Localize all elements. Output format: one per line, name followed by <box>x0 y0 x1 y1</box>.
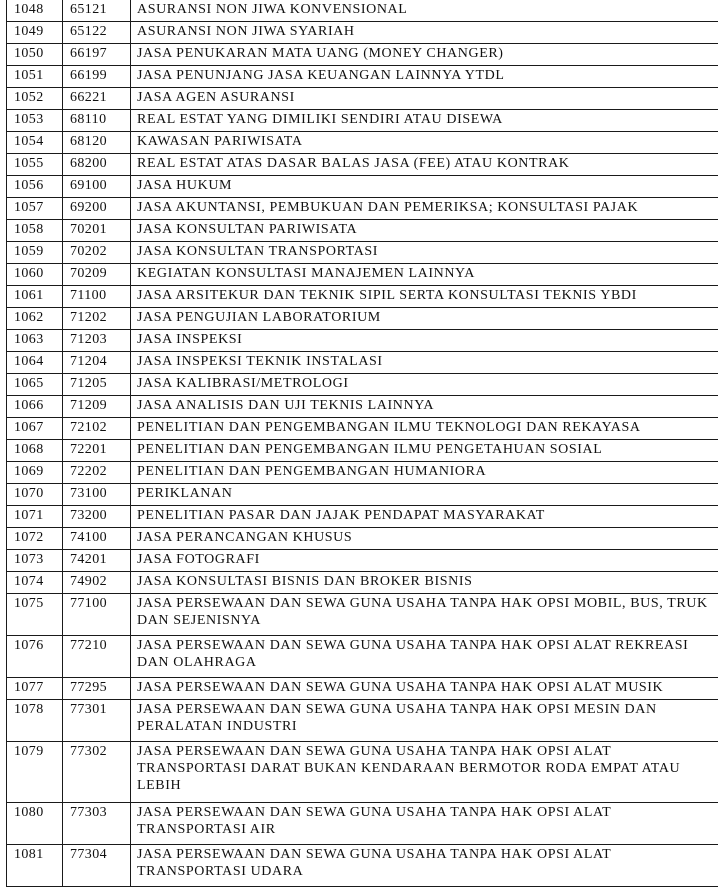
kbli-code-cell: 68110 <box>63 110 131 132</box>
row-number-cell: 1054 <box>7 132 63 154</box>
kbli-code-cell: 72202 <box>63 462 131 484</box>
kbli-code-cell: 74902 <box>63 572 131 594</box>
table-row <box>7 700 718 742</box>
kbli-code-cell: 70201 <box>63 220 131 242</box>
table-body <box>7 0 718 887</box>
description-cell: JASA PENUNJANG JASA KEUANGAN LAINNYA YTDL <box>131 66 718 88</box>
table-row <box>7 374 718 396</box>
kbli-code-cell: 69200 <box>63 198 131 220</box>
kbli-code-cell: 73200 <box>63 506 131 528</box>
table-row <box>7 132 718 154</box>
kbli-code-cell: 71100 <box>63 286 131 308</box>
table-row <box>7 440 718 462</box>
kbli-code-cell: 70202 <box>63 242 131 264</box>
row-number-cell: 1057 <box>7 198 63 220</box>
table-row <box>7 286 718 308</box>
row-number-cell: 1052 <box>7 88 63 110</box>
kbli-code-cell: 71209 <box>63 396 131 418</box>
row-number-cell: 1079 <box>7 742 63 803</box>
description-cell: JASA KALIBRASI/METROLOGI <box>131 374 718 396</box>
description-cell: KAWASAN PARIWISATA <box>131 132 718 154</box>
description-cell: JASA PENUKARAN MATA UANG (MONEY CHANGER) <box>131 44 718 66</box>
table-row <box>7 66 718 88</box>
row-number-cell: 1069 <box>7 462 63 484</box>
description-cell: JASA HUKUM <box>131 176 718 198</box>
table-row <box>7 572 718 594</box>
row-number-cell: 1071 <box>7 506 63 528</box>
table-row <box>7 242 718 264</box>
table-row <box>7 396 718 418</box>
row-number-cell: 1074 <box>7 572 63 594</box>
table-row <box>7 0 718 22</box>
description-cell: JASA AGEN ASURANSI <box>131 88 718 110</box>
description-cell: JASA PENGUJIAN LABORATORIUM <box>131 308 718 330</box>
description-cell: JASA INSPEKSI TEKNIK INSTALASI <box>131 352 718 374</box>
description-cell: JASA PERSEWAAN DAN SEWA GUNA USAHA TANPA HAK OPSI ALAT TRANSPORTASI AIR <box>131 803 718 845</box>
description-cell: JASA PERSEWAAN DAN SEWA GUNA USAHA TANPA HAK OPSI ALAT TRANSPORTASI UDARA <box>131 845 718 887</box>
row-number-cell: 1061 <box>7 286 63 308</box>
description-cell: JASA INSPEKSI <box>131 330 718 352</box>
kbli-code-cell: 74100 <box>63 528 131 550</box>
row-number-cell: 1062 <box>7 308 63 330</box>
row-number-cell: 1073 <box>7 550 63 572</box>
kbli-code-cell: 77302 <box>63 742 131 803</box>
row-number-cell: 1072 <box>7 528 63 550</box>
row-number-cell: 1081 <box>7 845 63 887</box>
table-row <box>7 154 718 176</box>
table-row <box>7 594 718 636</box>
table-row <box>7 88 718 110</box>
row-number-cell: 1049 <box>7 22 63 44</box>
table-row <box>7 845 718 887</box>
row-number-cell: 1067 <box>7 418 63 440</box>
description-cell: JASA FOTOGRAFI <box>131 550 718 572</box>
description-cell: JASA PERSEWAAN DAN SEWA GUNA USAHA TANPA HAK OPSI MOBIL, BUS, TRUK DAN SEJENISNYA <box>131 594 718 636</box>
row-number-cell: 1053 <box>7 110 63 132</box>
kbli-code-cell: 72102 <box>63 418 131 440</box>
row-number-cell: 1068 <box>7 440 63 462</box>
row-number-cell: 1065 <box>7 374 63 396</box>
description-cell: JASA AKUNTANSI, PEMBUKUAN DAN PEMERIKSA; KONSULTASI PAJAK <box>131 198 718 220</box>
table-row <box>7 44 718 66</box>
kbli-code-cell: 71205 <box>63 374 131 396</box>
table-row <box>7 264 718 286</box>
kbli-code-cell: 77301 <box>63 700 131 742</box>
description-cell: ASURANSI NON JIWA SYARIAH <box>131 22 718 44</box>
description-cell: JASA KONSULTAN PARIWISATA <box>131 220 718 242</box>
table-row <box>7 352 718 374</box>
kbli-code-cell: 71204 <box>63 352 131 374</box>
kbli-code-cell: 77303 <box>63 803 131 845</box>
table-row <box>7 330 718 352</box>
description-cell: ASURANSI NON JIWA KONVENSIONAL <box>131 0 718 22</box>
row-number-cell: 1077 <box>7 678 63 700</box>
kbli-code-cell: 77210 <box>63 636 131 678</box>
kbli-code-cell: 77100 <box>63 594 131 636</box>
kbli-code-cell: 68120 <box>63 132 131 154</box>
description-cell: JASA KONSULTAN TRANSPORTASI <box>131 242 718 264</box>
description-cell: PENELITIAN DAN PENGEMBANGAN HUMANIORA <box>131 462 718 484</box>
description-cell: REAL ESTAT YANG DIMILIKI SENDIRI ATAU DISEWA <box>131 110 718 132</box>
table-row <box>7 22 718 44</box>
description-cell: PENELITIAN DAN PENGEMBANGAN ILMU TEKNOLOGI DAN REKAYASA <box>131 418 718 440</box>
description-cell: JASA PERSEWAAN DAN SEWA GUNA USAHA TANPA HAK OPSI MESIN DAN PERALATAN INDUSTRI <box>131 700 718 742</box>
row-number-cell: 1060 <box>7 264 63 286</box>
row-number-cell: 1080 <box>7 803 63 845</box>
kbli-code-cell: 66197 <box>63 44 131 66</box>
description-cell: PENELITIAN PASAR DAN JAJAK PENDAPAT MASYARAKAT <box>131 506 718 528</box>
table-row <box>7 110 718 132</box>
description-cell: JASA PERSEWAAN DAN SEWA GUNA USAHA TANPA HAK OPSI ALAT MUSIK <box>131 678 718 700</box>
kbli-code-cell: 65122 <box>63 22 131 44</box>
row-number-cell: 1063 <box>7 330 63 352</box>
row-number-cell: 1075 <box>7 594 63 636</box>
row-number-cell: 1051 <box>7 66 63 88</box>
kbli-code-cell: 65121 <box>63 0 131 22</box>
row-number-cell: 1056 <box>7 176 63 198</box>
row-number-cell: 1076 <box>7 636 63 678</box>
row-number-cell: 1070 <box>7 484 63 506</box>
description-cell: JASA PERSEWAAN DAN SEWA GUNA USAHA TANPA HAK OPSI ALAT TRANSPORTASI DARAT BUKAN KENDARAAN BERMOTOR RODA EMPAT ATAU LEBIH <box>131 742 718 803</box>
kbli-code-cell: 73100 <box>63 484 131 506</box>
kbli-code-cell: 72201 <box>63 440 131 462</box>
description-cell: JASA ANALISIS DAN UJI TEKNIS LAINNYA <box>131 396 718 418</box>
description-cell: PERIKLANAN <box>131 484 718 506</box>
description-cell: REAL ESTAT ATAS DASAR BALAS JASA (FEE) ATAU KONTRAK <box>131 154 718 176</box>
description-cell: JASA PERSEWAAN DAN SEWA GUNA USAHA TANPA HAK OPSI ALAT REKREASI DAN OLAHRAGA <box>131 636 718 678</box>
table-row <box>7 506 718 528</box>
description-cell: JASA KONSULTASI BISNIS DAN BROKER BISNIS <box>131 572 718 594</box>
kbli-code-cell: 66221 <box>63 88 131 110</box>
kbli-code-cell: 77304 <box>63 845 131 887</box>
description-cell: KEGIATAN KONSULTASI MANAJEMEN LAINNYA <box>131 264 718 286</box>
table-row <box>7 742 718 803</box>
table-row <box>7 636 718 678</box>
table-row <box>7 803 718 845</box>
table-row <box>7 308 718 330</box>
row-number-cell: 1058 <box>7 220 63 242</box>
row-number-cell: 1066 <box>7 396 63 418</box>
kbli-code-cell: 74201 <box>63 550 131 572</box>
table-row <box>7 176 718 198</box>
kbli-code-cell: 77295 <box>63 678 131 700</box>
description-cell: PENELITIAN DAN PENGEMBANGAN ILMU PENGETAHUAN SOSIAL <box>131 440 718 462</box>
row-number-cell: 1078 <box>7 700 63 742</box>
row-number-cell: 1059 <box>7 242 63 264</box>
table-row <box>7 462 718 484</box>
table-row <box>7 550 718 572</box>
kbli-code-cell: 71203 <box>63 330 131 352</box>
row-number-cell: 1064 <box>7 352 63 374</box>
row-number-cell: 1048 <box>7 0 63 22</box>
document-page <box>6 0 718 887</box>
kbli-code-cell: 66199 <box>63 66 131 88</box>
row-number-cell: 1055 <box>7 154 63 176</box>
kbli-code-cell: 70209 <box>63 264 131 286</box>
description-cell: JASA ARSITEKUR DAN TEKNIK SIPIL SERTA KONSULTASI TEKNIS YBDI <box>131 286 718 308</box>
table-row <box>7 484 718 506</box>
table-row <box>7 678 718 700</box>
table-row <box>7 528 718 550</box>
kbli-code-cell: 71202 <box>63 308 131 330</box>
description-cell: JASA PERANCANGAN KHUSUS <box>131 528 718 550</box>
kbli-code-cell: 69100 <box>63 176 131 198</box>
table-row <box>7 198 718 220</box>
row-number-cell: 1050 <box>7 44 63 66</box>
table-row <box>7 220 718 242</box>
table-row <box>7 418 718 440</box>
kbli-table <box>6 0 718 887</box>
kbli-code-cell: 68200 <box>63 154 131 176</box>
